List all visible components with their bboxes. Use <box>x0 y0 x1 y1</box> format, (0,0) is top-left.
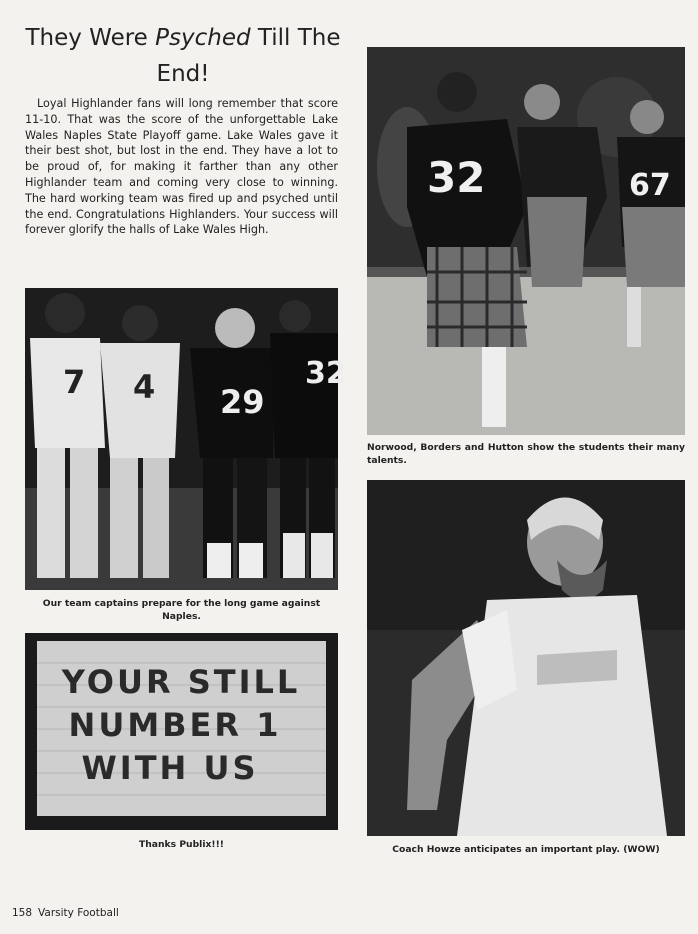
jersey-number-4: 4 <box>133 368 156 406</box>
title-part2: Till The End! <box>156 25 341 87</box>
sign-photo <box>25 633 338 830</box>
sign-caption: Thanks Publix!!! <box>139 839 224 850</box>
jersey-number-7: 7 <box>63 363 86 401</box>
page-number: 158 <box>12 907 33 919</box>
kilts-photo <box>367 47 685 435</box>
jersey-number-29: 29 <box>220 383 265 421</box>
sign-line-2: NUMBER 1 <box>68 706 282 744</box>
coach-caption: Coach Howze anticipates an important play. (WOW) <box>392 844 660 855</box>
page-title <box>22 20 344 92</box>
jersey-number-67: 67 <box>629 168 671 203</box>
title-italic: Psyched <box>155 25 251 51</box>
captains-photo <box>25 288 347 590</box>
sign-line-3: WITH US <box>81 749 259 787</box>
article-body: Loyal Highlander fans will long remember that score 11-10. That was the score of the unforgettable Lake Wales Naples State Playoff game. Lake Wales gave it their best shot, but lost in the end. They have a lot to be proud of, for making it farther than any other Highlander team and coming very close to winning. The hard working team was fired up and psyched until the end. Congratulations Highlanders. Your success will forever glorify the halls of Lake Wales High. <box>25 97 338 237</box>
jersey-number-32b: 32 <box>305 356 347 391</box>
kilts-caption: Norwood, Borders and Hutton show the students their many talents. <box>367 442 685 466</box>
sign-line-1: YOUR STILL <box>61 663 301 701</box>
jersey-number-32: 32 <box>427 153 486 202</box>
title-part1: They Were <box>25 25 156 51</box>
captains-caption: Our team captains prepare for the long game against Naples. <box>42 598 321 622</box>
coach-photo <box>367 480 685 836</box>
section-name: Varsity Football <box>38 907 119 919</box>
page-footer <box>12 907 125 919</box>
